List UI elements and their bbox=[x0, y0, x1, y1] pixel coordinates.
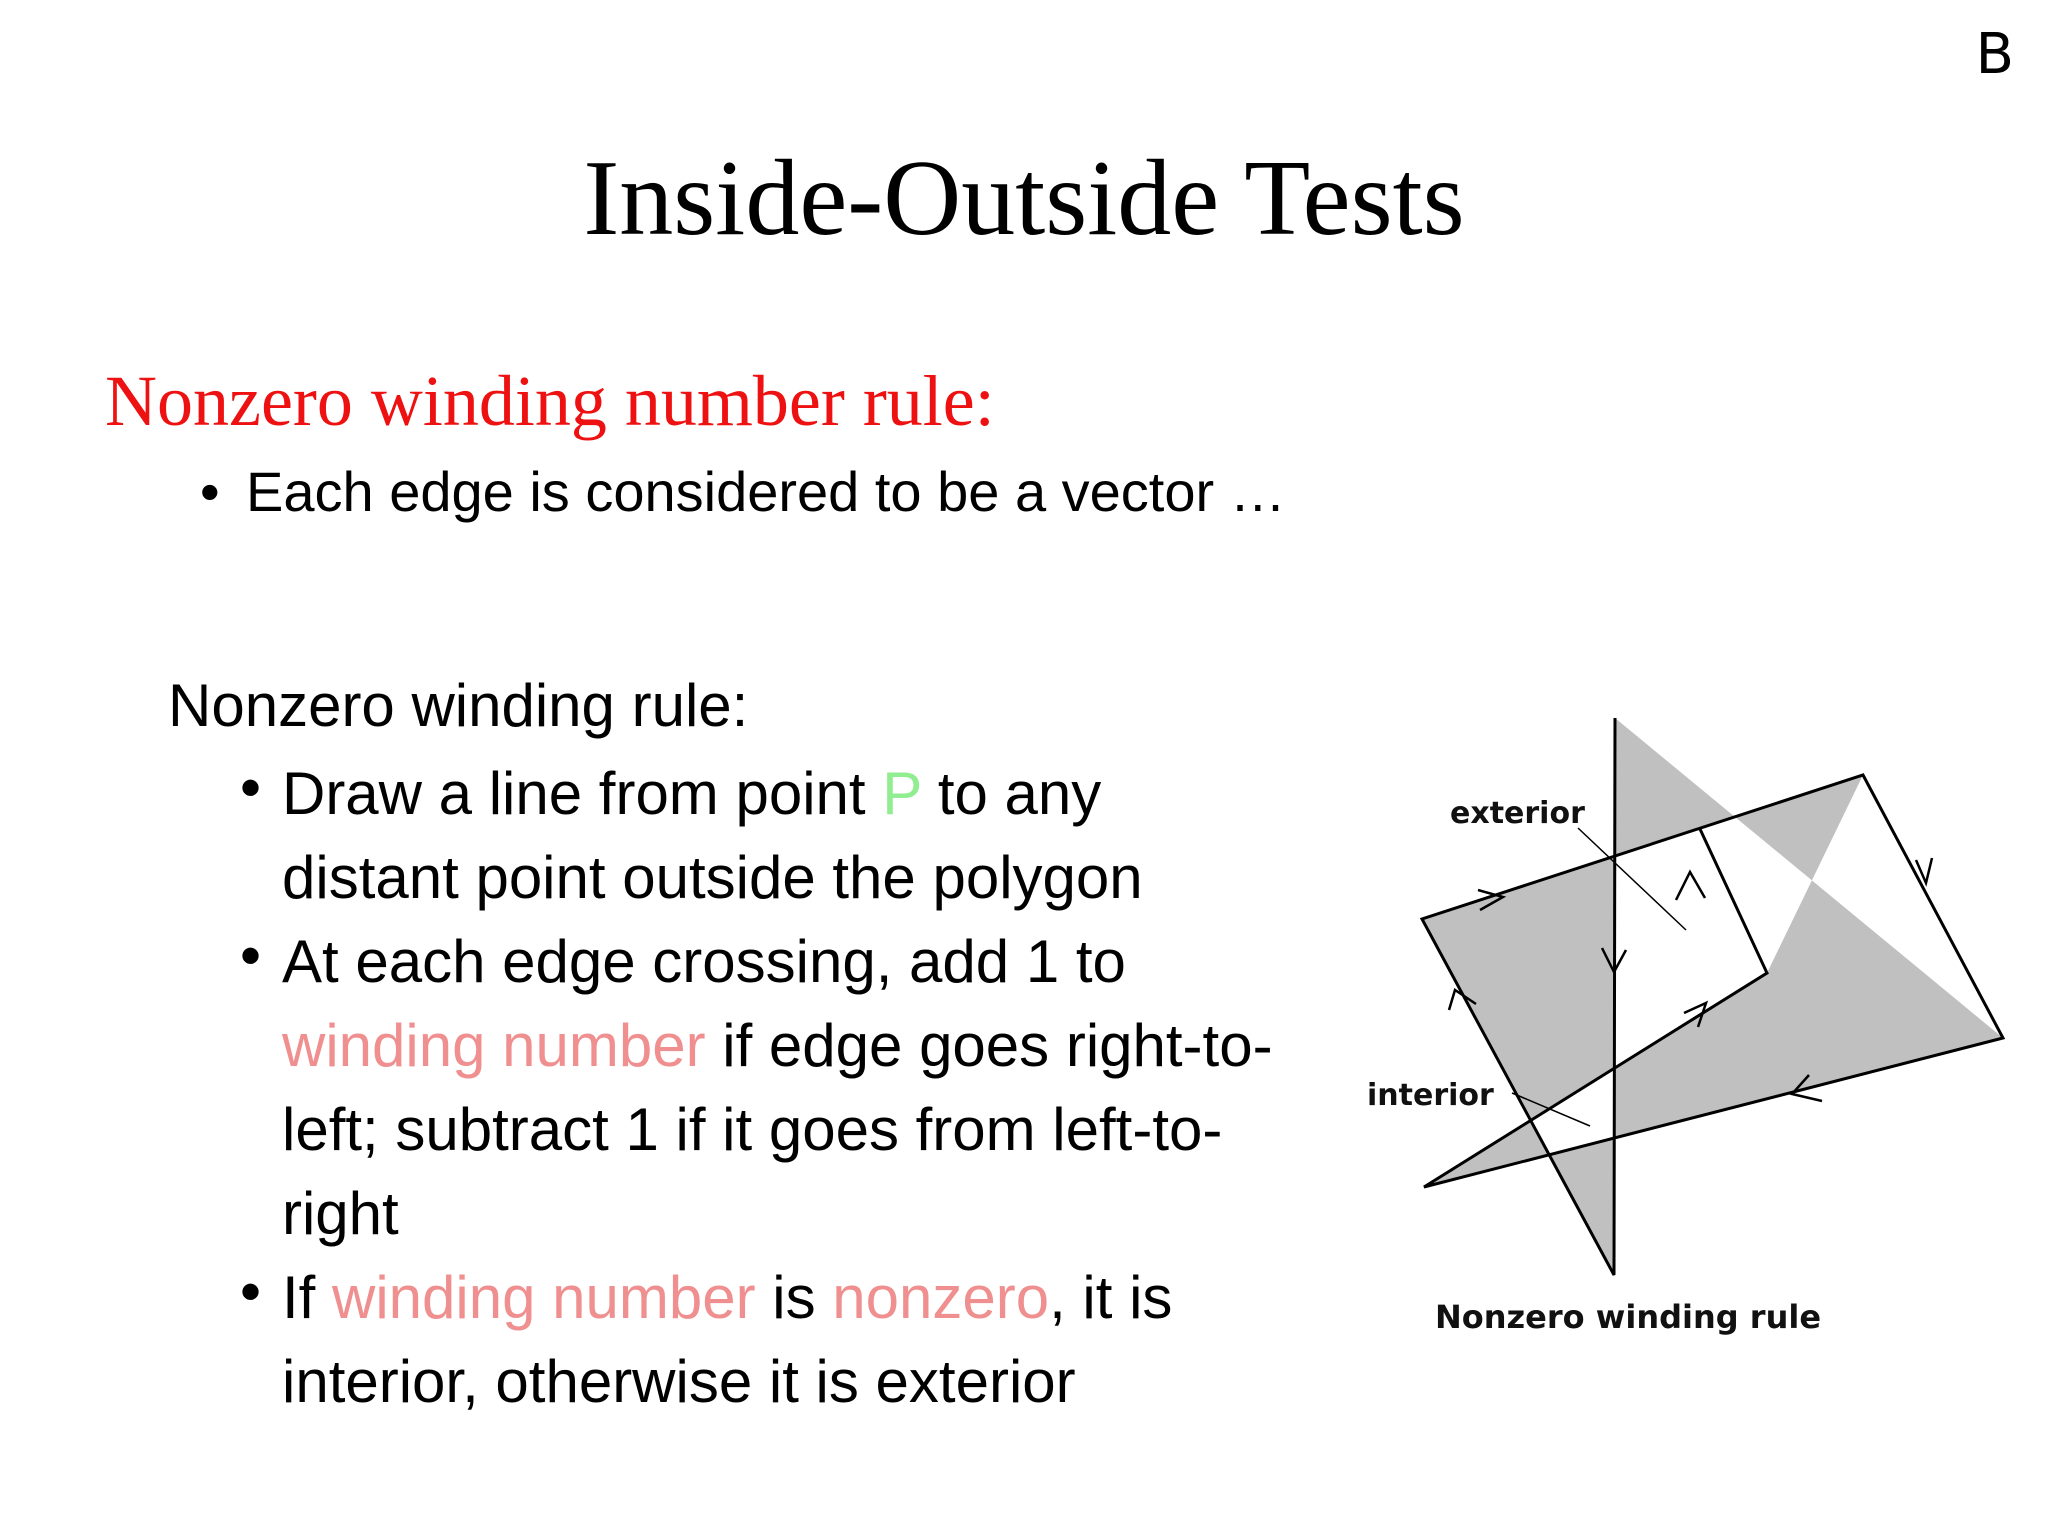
diagram-caption: Nonzero winding rule bbox=[1435, 1298, 1822, 1336]
bullet-dot-icon: • bbox=[240, 754, 262, 821]
slide-title: Inside-Outside Tests bbox=[583, 139, 1465, 258]
rule-heading: Nonzero winding number rule: bbox=[105, 361, 995, 441]
rule-text: if edge goes right-to-left; subtract 1 if it goes from left-to-right bbox=[282, 1012, 1273, 1247]
term-nonzero: nonzero bbox=[832, 1264, 1050, 1331]
sub-heading: Nonzero winding rule: bbox=[168, 672, 749, 739]
bullet-dot-icon: • bbox=[240, 922, 262, 989]
rule-text: is bbox=[755, 1264, 833, 1331]
exterior-label: exterior bbox=[1450, 796, 1585, 831]
point-p: P bbox=[882, 760, 922, 827]
interior-label: interior bbox=[1367, 1078, 1494, 1113]
rule-text: If bbox=[282, 1264, 333, 1331]
bullet-vector-text: Each edge is considered to be a vector … bbox=[246, 460, 1286, 523]
corner-letter: B bbox=[1975, 22, 2014, 87]
rule-text: to any distant point outside the polygon bbox=[282, 760, 1143, 911]
rule-item-draw-line bbox=[240, 752, 1280, 920]
term-winding-number: winding number bbox=[332, 1264, 756, 1331]
rule-item-edge-crossing bbox=[240, 920, 1280, 1256]
bullet-dot-icon: • bbox=[240, 1258, 262, 1325]
rule-text: Draw a line from point bbox=[282, 760, 883, 827]
rule-item-nonzero bbox=[240, 1256, 1280, 1424]
rule-text: , it is interior, otherwise it is exterior bbox=[282, 1264, 1173, 1415]
term-winding-number: winding number bbox=[282, 1012, 706, 1079]
rule-list bbox=[240, 752, 1280, 1424]
rule-text: At each edge crossing, add 1 to bbox=[282, 928, 1126, 995]
bullet-dot-icon: • bbox=[200, 460, 220, 523]
winding-rule-diagram bbox=[1350, 700, 2030, 1300]
